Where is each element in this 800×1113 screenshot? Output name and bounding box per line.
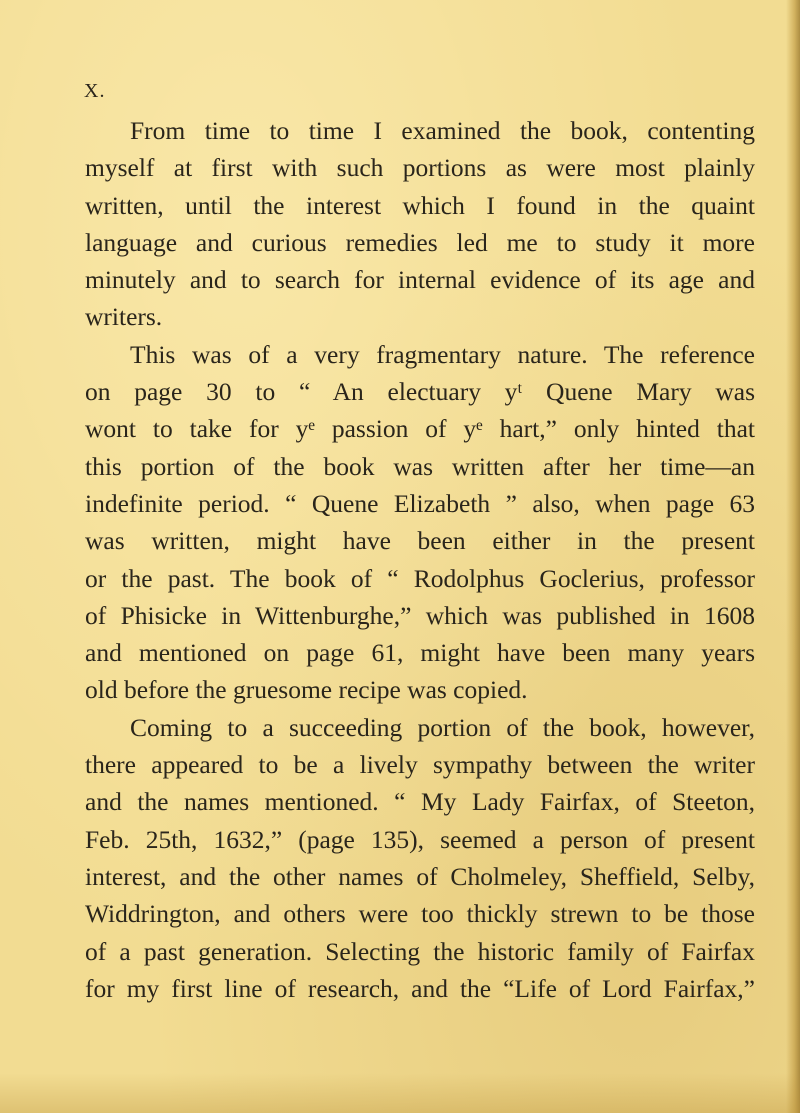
text-line: minutely and to search for internal evidence of its age and — [85, 265, 755, 295]
text-line: Feb. 25th, 1632,” (page 135), seemed a person of present — [85, 824, 755, 854]
page-edge-shadow — [786, 0, 800, 1113]
body-text — [85, 112, 755, 1007]
text-line: there appeared to be a lively sympathy between the writer — [85, 750, 755, 780]
page-number: X. — [84, 80, 106, 102]
text-line: and mentioned on page 61, might have been many years — [85, 638, 755, 668]
text-line: Coming to a succeeding portion of the book, however, — [130, 712, 755, 742]
text-line: From time to time I examined the book, contenting — [130, 116, 755, 145]
text-line: of Phisicke in Wittenburghe,” which was published in 1608 — [85, 600, 755, 630]
text-line: Widdrington, and others were too thickly strewn to be those — [85, 899, 755, 929]
text-line: on page 30 to “ An electuary yᵗ Quene Mary was — [85, 377, 755, 407]
text-line: This was of a very fragmentary nature. The reference — [130, 339, 755, 369]
text-line: myself at first with such portions as were most plainly — [85, 153, 755, 183]
text-line: written, until the interest which I found in the quaint — [85, 190, 755, 220]
text-line: wont to take for yᵉ passion of yᵉ hart,” only hinted that — [85, 414, 755, 444]
text-line: of a past generation. Selecting the historic family of Fairfax — [85, 936, 755, 966]
text-line: interest, and the other names of Cholmeley, Sheffield, Selby, — [85, 861, 755, 891]
text-line: for my first line of research, and the “Life of Lord Fairfax,” — [85, 973, 755, 1003]
text-line: old before the gruesome recipe was copied. — [85, 675, 528, 705]
text-line: or the past. The book of “ Rodolphus Goclerius, professor — [85, 563, 755, 593]
text-line: and the names mentioned. “ My Lady Fairfax, of Steeton, — [85, 787, 755, 817]
text-line: language and curious remedies led me to study it more — [85, 227, 755, 257]
text-line: indefinite period. “ Quene Elizabeth ” also, when page 63 — [85, 488, 755, 518]
text-line: this portion of the book was written after her time—an — [85, 451, 755, 481]
text-line: was written, might have been either in the present — [85, 526, 755, 556]
page-bottom-shadow — [0, 1073, 800, 1113]
text-line: writers. — [85, 302, 163, 332]
